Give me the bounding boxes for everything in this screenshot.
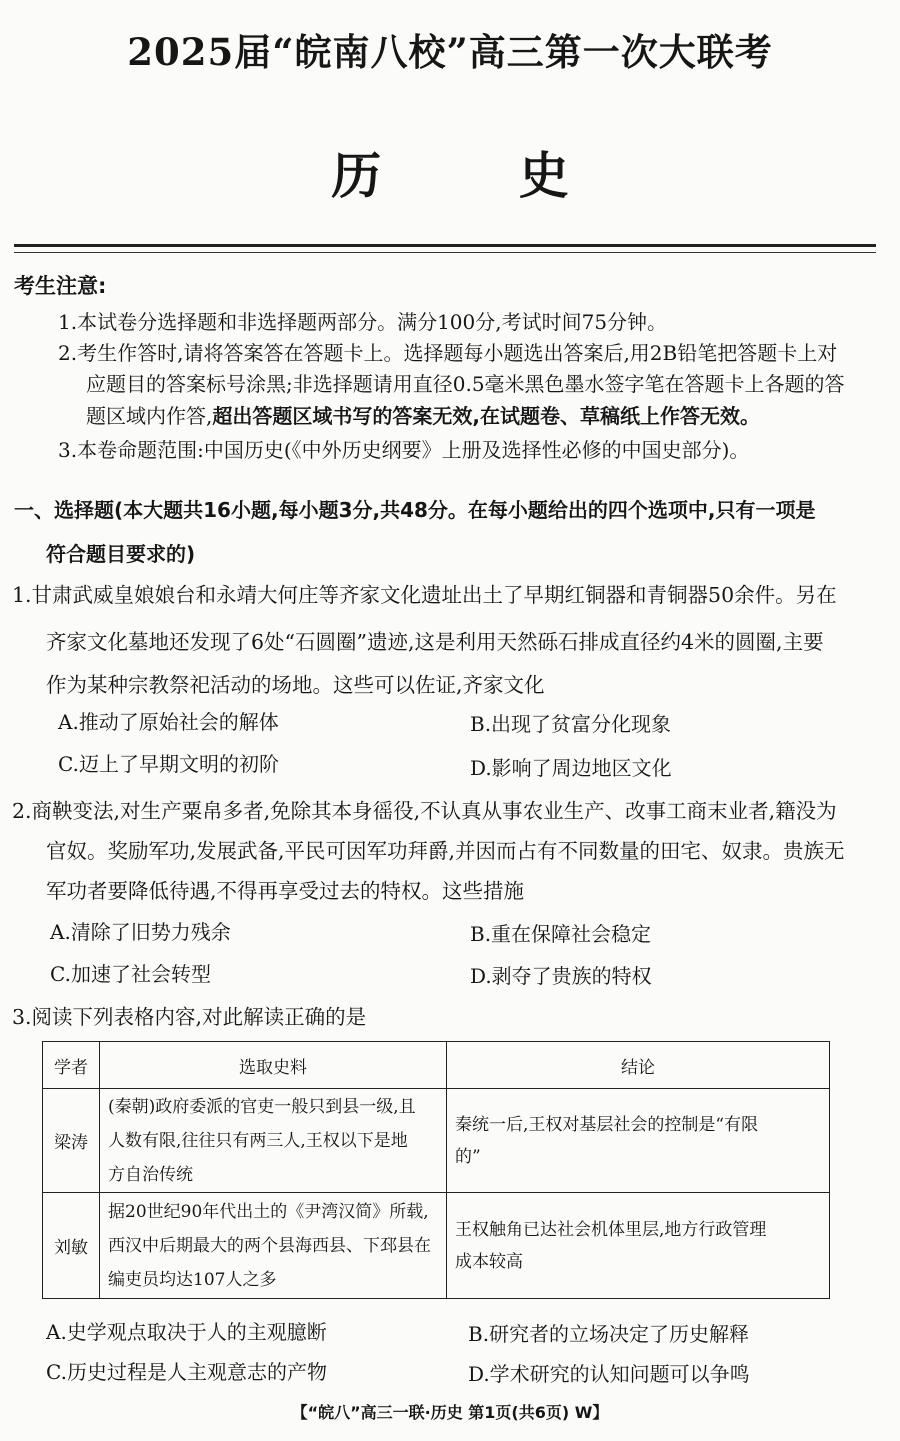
conclusion-line: 秦统一后,王权对基层社会的控制是“有限 [455, 1114, 759, 1135]
q2-stem-line-1: 2.商鞅变法,对生产粟帛多者,免除其本身徭役,不认真从事农业生产、改事工商末业者,籍没为 [12, 799, 837, 823]
conclusion-line: 的” [455, 1146, 481, 1167]
material-line: (秦朝)政府委派的官吏一般只到县一级,且 [108, 1096, 416, 1117]
material-line: 据20世纪90年代出土的《尹湾汉简》所载, [108, 1201, 429, 1222]
q2-stem-line-3: 军功者要降低待遇,不得再享受过去的特权。这些措施 [46, 879, 525, 903]
page-footer: 【“皖八”高三一联·历史 第1页(共6页) W】 [291, 1403, 609, 1422]
notice-line-4-start: 题区域内作答, [86, 404, 213, 428]
header-material: 选取史料 [100, 1042, 447, 1089]
notice-line-1: 1.本试卷分选择题和非选择题两部分。满分100分,考试时间75分钟。 [58, 310, 668, 334]
q2-option-c[interactable]: C.加速了社会转型 [50, 962, 211, 986]
q1-stem-line-3: 作为某种宗教祭祀活动的场地。这些可以佐证,齐家文化 [46, 673, 545, 697]
material-line: 人数有限,往往只有两三人,王权以下是地 [108, 1130, 408, 1151]
material-cell [100, 1089, 447, 1193]
table-row [43, 1193, 830, 1299]
q2-option-a[interactable]: A.清除了旧势力残余 [50, 920, 231, 944]
scholar-cell: 刘敏 [43, 1193, 100, 1299]
exam-title: 2025届“皖南八校”高三第一次大联考 [127, 30, 773, 74]
historical-sources-table [42, 1041, 830, 1299]
table-row [43, 1089, 830, 1193]
notice-heading: 考生注意: [14, 274, 107, 298]
notice-warning: 超出答题区域书写的答案无效,在试题卷、草稿纸上作答无效。 [212, 404, 760, 428]
header-divider-thick [14, 244, 876, 247]
scholar-cell: 梁涛 [43, 1089, 100, 1193]
subject-title: 历 史 [331, 146, 629, 205]
q1-stem-line-1: 1.甘肃武威皇娘娘台和永靖大何庄等齐家文化遗址出土了早期红铜器和青铜器50余件。另在 [12, 583, 837, 607]
q1-stem-line-2: 齐家文化墓地还发现了6处“石圆圈”遗迹,这是利用天然砾石排成直径约4米的圆圈,主要 [46, 630, 824, 654]
q3-option-c[interactable]: C.历史过程是人主观意志的产物 [46, 1360, 327, 1384]
q1-option-a[interactable]: A.推动了原始社会的解体 [58, 710, 279, 734]
section-heading-line-1: 一、选择题(本大题共16小题,每小题3分,共48分。在每小题给出的四个选项中,只有一项是 [14, 498, 816, 522]
notice-line-2: 2.考生作答时,请将答案答在答题卡上。选择题每小题选出答案后,用2B铅笔把答题卡上对 [58, 341, 838, 365]
conclusion-line: 成本较高 [455, 1251, 523, 1272]
q3-option-b[interactable]: B.研究者的立场决定了历史解释 [468, 1322, 750, 1346]
table-header-row [43, 1042, 830, 1089]
material-line: 西汉中后期最大的两个县海西县、下邳县在 [108, 1235, 431, 1256]
section-heading-line-2: 符合题目要求的) [46, 542, 196, 566]
q1-option-c[interactable]: C.迈上了早期文明的初阶 [58, 752, 279, 776]
q2-option-b[interactable]: B.重在保障社会稳定 [470, 922, 652, 946]
q1-option-b[interactable]: B.出现了贫富分化现象 [470, 712, 672, 736]
material-cell [100, 1193, 447, 1299]
material-line: 编吏员均达107人之多 [108, 1269, 277, 1290]
material-line: 方自治传统 [108, 1164, 193, 1185]
q2-stem-line-2: 官奴。奖励军功,发展武备,平民可因军功拜爵,并因而占有不同数量的田宅、奴隶。贵族无 [46, 839, 845, 863]
q3-stem-line-1: 3.阅读下列表格内容,对此解读正确的是 [12, 1005, 367, 1029]
q2-option-d[interactable]: D.剥夺了贵族的特权 [470, 964, 652, 988]
notice-line-3: 应题目的答案标号涂黑;非选择题请用直径0.5毫米黑色墨水签字笔在答题卡上各题的答 [86, 372, 845, 396]
q3-option-a[interactable]: A.史学观点取决于人的主观臆断 [46, 1320, 327, 1344]
notice-line-5: 3.本卷命题范围:中国历史(《中外历史纲要》上册及选择性必修的中国史部分)。 [58, 438, 750, 462]
conclusion-cell [447, 1193, 830, 1299]
conclusion-cell [447, 1089, 830, 1193]
header-divider-thin [14, 252, 876, 253]
notice-line-4 [86, 400, 760, 429]
q3-option-d[interactable]: D.学术研究的认知问题可以争鸣 [468, 1362, 750, 1386]
header-conclusion: 结论 [447, 1042, 830, 1089]
header-scholar: 学者 [43, 1042, 100, 1089]
conclusion-line: 王权触角已达社会机体里层,地方行政管理 [455, 1219, 767, 1240]
q1-option-d[interactable]: D.影响了周边地区文化 [470, 756, 672, 780]
